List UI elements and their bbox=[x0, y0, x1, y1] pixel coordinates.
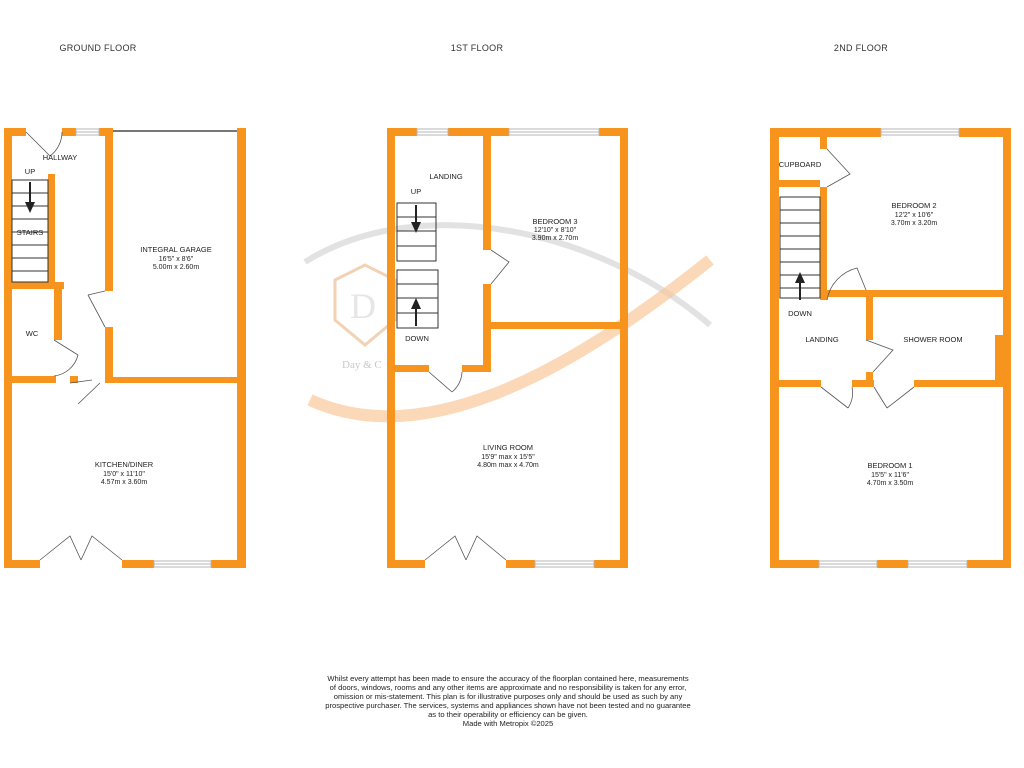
second-floor-title: 2ND FLOOR bbox=[833, 43, 889, 53]
living-name: LIVING ROOM bbox=[482, 443, 534, 452]
bedroom1-imperial: 15'5" x 11'6" bbox=[871, 472, 909, 479]
label-hallway: HALLWAY bbox=[42, 153, 78, 162]
disclaimer-line: prospective purchaser. The services, systems and appliances shown have not been tested and no guarantee bbox=[325, 701, 691, 710]
first-floor-title: 1ST FLOOR bbox=[450, 43, 504, 53]
bedroom2-imperial: 12'2" x 10'6" bbox=[894, 212, 934, 219]
garage-imperial: 16'5" x 8'6" bbox=[158, 256, 194, 263]
stairs-down-arrow-icon bbox=[25, 182, 35, 213]
first-stairs-up bbox=[397, 203, 436, 261]
garage-door-line bbox=[113, 130, 237, 132]
label-wc: WC bbox=[25, 329, 39, 338]
second-walls bbox=[770, 128, 1011, 568]
disclaimer-line: Whilst every attempt has been made to ensure the accuracy of the floorplan contained here, measurements bbox=[327, 674, 689, 683]
garage-metric: 5.00m x 2.60m bbox=[152, 264, 200, 271]
second-floor-plan bbox=[770, 128, 1011, 568]
kitchen-imperial: 15'0" x 11'10" bbox=[103, 471, 145, 478]
bedroom1-name: BEDROOM 1 bbox=[867, 461, 913, 470]
garage-name: INTEGRAL GARAGE bbox=[140, 245, 212, 254]
watermark-logo: D bbox=[350, 286, 376, 326]
bedroom1-metric: 4.70m x 3.50m bbox=[866, 480, 914, 487]
disclaimer-line: as to their operability or efficiency can be given. bbox=[428, 710, 588, 719]
stairs-up-arrow-icon bbox=[411, 298, 421, 326]
stairs-up-arrow-icon bbox=[795, 272, 805, 300]
label-up: UP bbox=[24, 167, 36, 176]
bedroom3-imperial: 12'10" x 8'10" bbox=[533, 227, 577, 234]
label-stairs: STAIRS bbox=[16, 228, 44, 237]
ground-floor-title: GROUND FLOOR bbox=[59, 43, 137, 53]
watermark-text: Day & C bbox=[342, 359, 382, 371]
bedroom3-name: BEDROOM 3 bbox=[532, 217, 578, 226]
label-shower-room: SHOWER ROOM bbox=[903, 335, 963, 344]
ground-floor-plan bbox=[4, 128, 246, 568]
label-down: DOWN bbox=[405, 334, 429, 343]
label-down: DOWN bbox=[788, 309, 812, 318]
ground-walls bbox=[4, 128, 246, 568]
made-with-credit: Made with Metropix ©2025 bbox=[462, 719, 554, 728]
second-stairs bbox=[780, 197, 820, 300]
watermark bbox=[305, 225, 710, 416]
label-landing: LANDING bbox=[429, 172, 463, 181]
disclaimer-line: of doors, windows, rooms and any other items are approximate and no responsibility is taken for any error, bbox=[329, 683, 687, 692]
bedroom2-metric: 3.70m x 3.20m bbox=[890, 220, 938, 227]
kitchen-metric: 4.57m x 3.60m bbox=[100, 479, 148, 486]
living-metric: 4.80m max x 4.70m bbox=[477, 462, 539, 469]
disclaimer bbox=[325, 674, 690, 728]
bedroom2-name: BEDROOM 2 bbox=[891, 201, 937, 210]
label-cupboard: CUPBOARD bbox=[778, 160, 822, 169]
second-doors bbox=[821, 149, 914, 408]
living-imperial: 15'9" max x 15'5" bbox=[481, 454, 535, 461]
first-stairs-down bbox=[397, 270, 438, 328]
bedroom3-metric: 3.90m x 2.70m bbox=[531, 235, 579, 242]
kitchen-name: KITCHEN/DINER bbox=[94, 460, 154, 469]
disclaimer-line: omission or mis-statement. This plan is for illustrative purposes only and should be used as such by any bbox=[333, 692, 683, 701]
label-up: UP bbox=[410, 187, 422, 196]
label-landing: LANDING bbox=[805, 335, 839, 344]
